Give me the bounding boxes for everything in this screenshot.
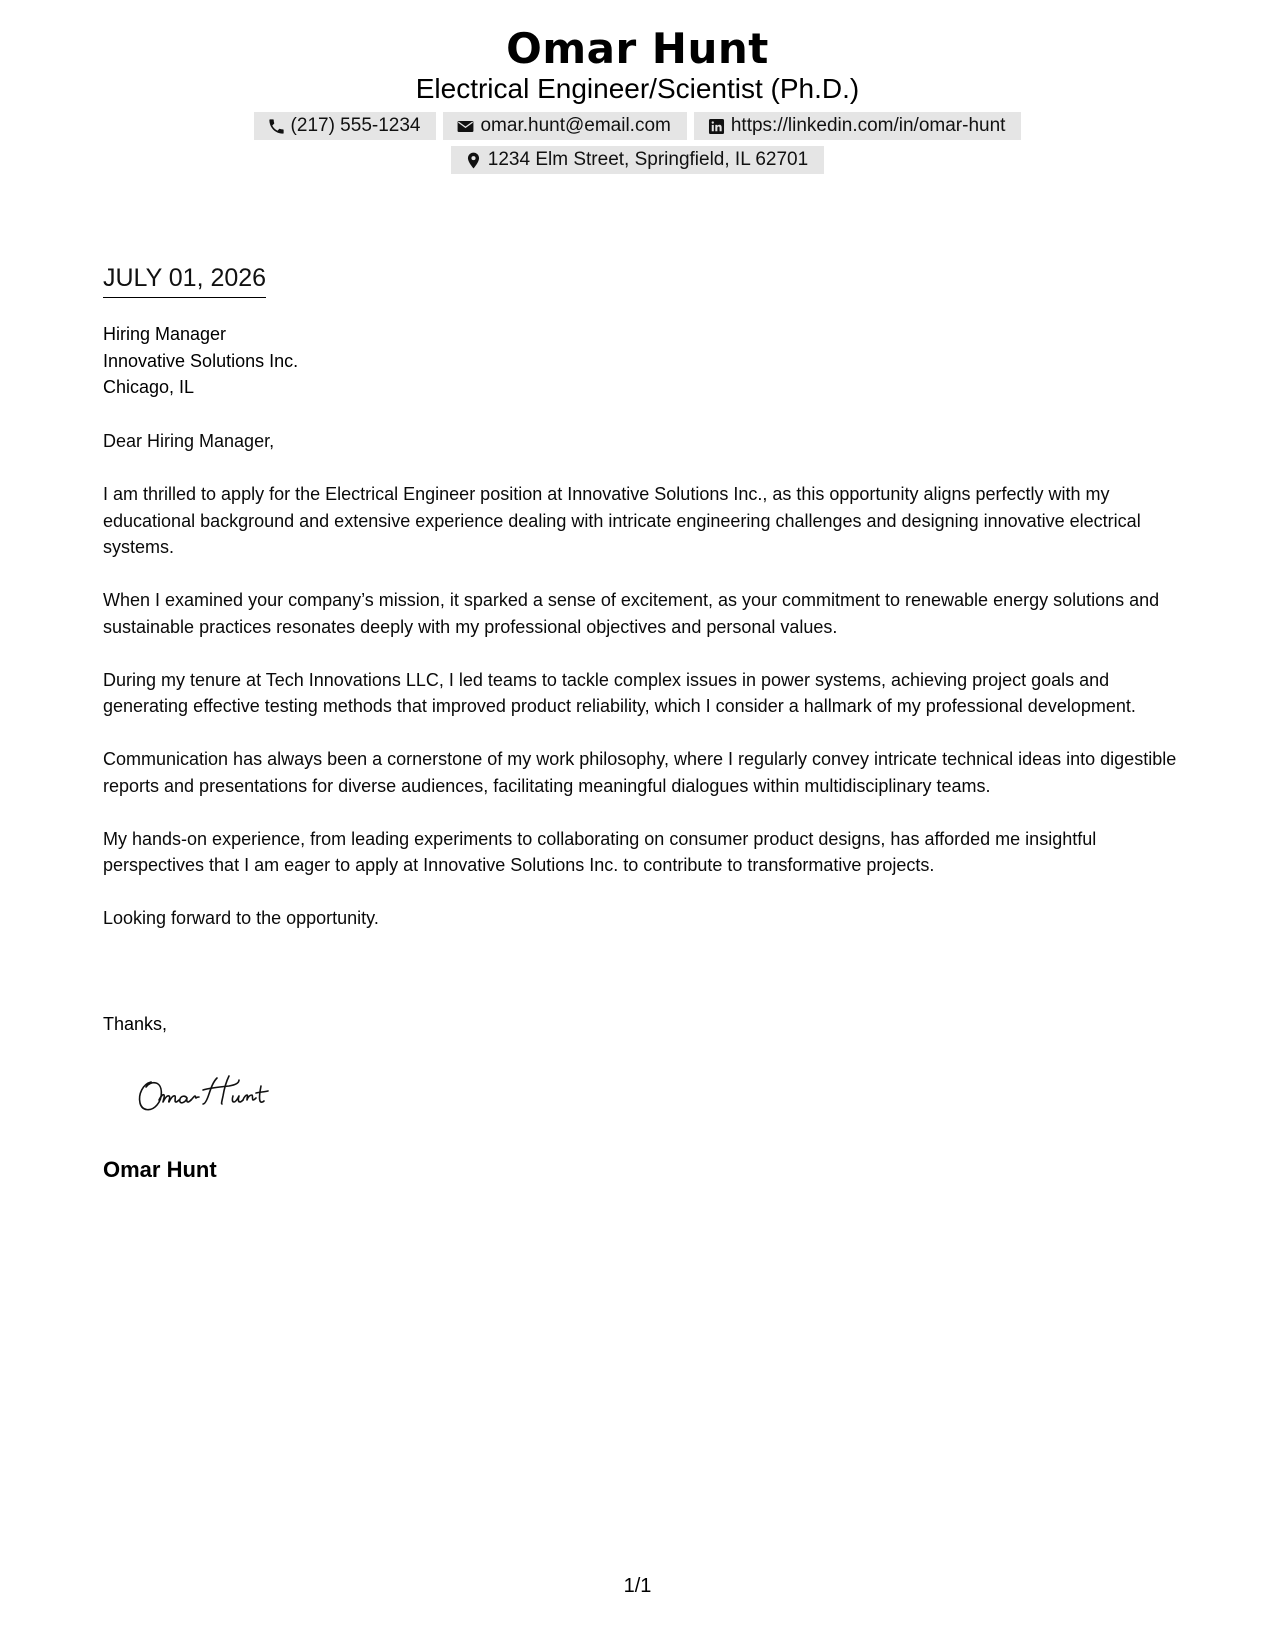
phone-icon (267, 117, 286, 136)
recipient-line: Hiring Manager (103, 324, 227, 344)
body-paragraph: I am thrilled to apply for the Electrical Engineer position at Innovative Solutions Inc., as this opportunity aligns perfectly with my educational background and extensive experience dealing with intricate engineering challenges and designing innovative electrical systems. (103, 484, 1141, 557)
email-chip (443, 112, 686, 140)
signer-name: Omar Hunt (103, 1157, 217, 1182)
phone-text: (217) 555-1234 (290, 115, 421, 136)
contact-row (0, 112, 1275, 140)
body-paragraph: Communication has always been a cornerstone of my work philosophy, where I regularly convey intricate technical ideas into digestible reports and presentations for diverse audiences, facilitating meaningful dialogues within multidisciplinary teams. (103, 749, 1177, 796)
body-paragraph: During my tenure at Tech Innovations LLC, I led teams to tackle complex issues in power systems, achieving project goals and generating effective testing methods that improved product reliability, which I consider a hallmark of my professional development. (103, 669, 1136, 716)
linkedin-text: https://linkedin.com/in/omar-hunt (730, 115, 1006, 136)
map-pin-icon (464, 151, 483, 170)
envelope-icon (456, 117, 475, 136)
recipient-line: Chicago, IL (103, 377, 195, 397)
body-paragraph: My hands-on experience, from leading experiments to collaborating on consumer product designs, has afforded me insightful perspectives that I am eager to apply at Innovative Solutions Inc. to contribute to transformative projects. (103, 828, 1097, 875)
letter-date: JULY 01, 2026 (103, 262, 266, 298)
closing-line: Thanks, (103, 1014, 168, 1034)
linkedin-icon (707, 117, 726, 136)
address-text: 1234 Elm Street, Springfield, IL 62701 (487, 149, 809, 170)
page-number: 1/1 (623, 1575, 652, 1597)
address-row (0, 146, 1275, 174)
address-chip (451, 146, 824, 174)
letter-header (0, 22, 1275, 174)
applicant-title: Electrical Engineer/Scientist (Ph.D.) (415, 73, 860, 104)
recipient-line: Innovative Solutions Inc. (103, 350, 299, 371)
applicant-name: Omar Hunt (506, 24, 769, 73)
handwritten-signature (133, 1068, 333, 1118)
salutation: Dear Hiring Manager, (103, 431, 275, 451)
phone-chip (254, 112, 437, 140)
body-paragraph: When I examined your company’s mission, it sparked a sense of excitement, as your commitment to renewable energy solutions and sustainable practices resonates deeply with my professional objectives and personal values. (103, 590, 1160, 637)
recipient-block (103, 321, 298, 401)
email-text: omar.hunt@email.com (480, 115, 671, 136)
body-paragraph: Looking forward to the opportunity. (103, 908, 379, 928)
linkedin-chip (694, 112, 1022, 140)
letter-body (103, 428, 1183, 958)
